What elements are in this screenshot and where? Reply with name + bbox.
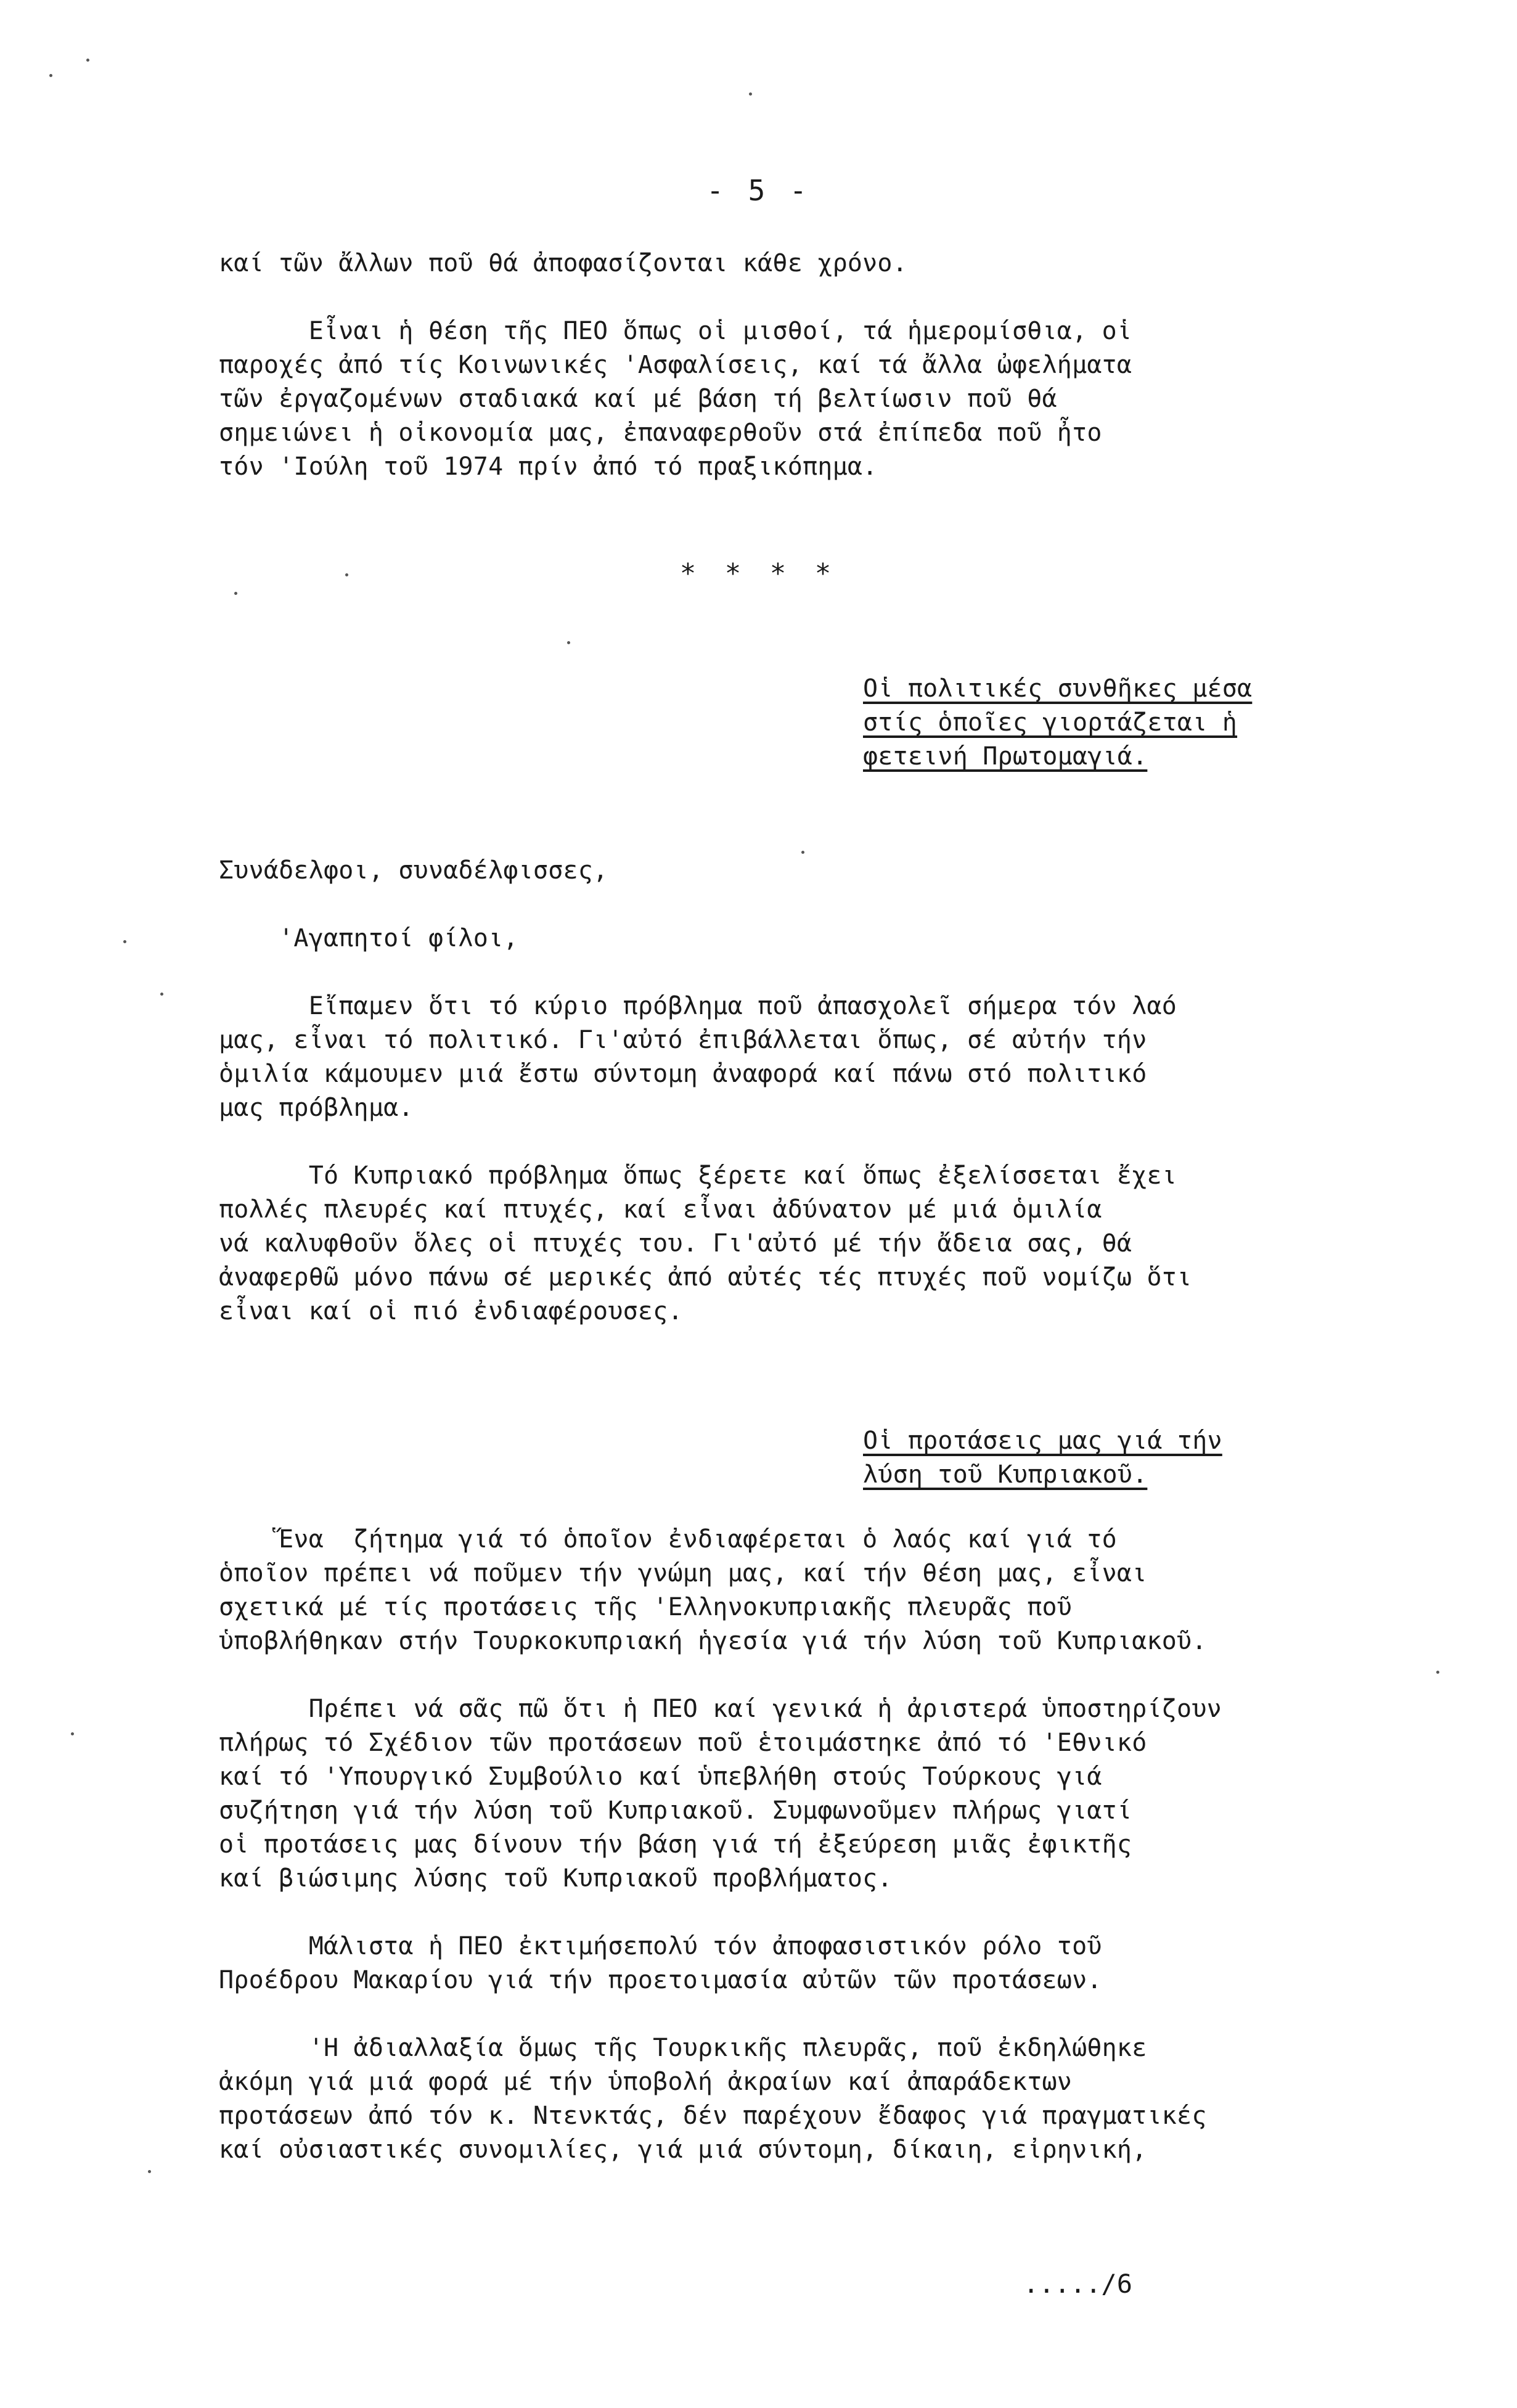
section-separator: * * * * [679,558,838,589]
text-line: ὑποβλήθηκαν στήν Τουρκοκυπριακή ἡγεσία γιά τήν λύση τοῦ Κυπριακοῦ. [219,1627,1207,1655]
text-line: καί τῶν ἄλλων ποῦ θά ἀποφασίζονται κάθε χρόνο. [219,249,907,277]
text-line: Εἶναι ἡ θέση τῆς ΠΕΟ ὅπως οἱ μισθοί, τά ἡμερομίσθια, οἱ [219,317,1132,345]
text-line: Τό Κυπριακό πρόβλημα ὅπως ξέρετε καί ὅπως ἐξελίσσεται ἔχει [219,1161,1177,1190]
scan-speck [49,74,52,77]
text-line [219,281,1464,314]
text-line: πλήρως τό Σχέδιον τῶν προτάσεων ποῦ ἑτοιμάστηκε ἀπό τό 'Εθνικό [219,1729,1147,1757]
text-line: σημειώνει ἡ οἰκονομία μας, ἐπαναφερθοῦν στά ἐπίπεδα ποῦ ἦτο [219,419,1102,447]
text-line: Οἱ πολιτικές συνθῆκες μέσα [863,674,1253,703]
continuation-marker: ...../6 [1023,2269,1133,2299]
paragraph-block-2 [219,854,1464,1329]
text-line: καί οὐσιαστικές συνομιλίες, γιά μιά σύντομη, δίκαιη, εἰρηνική, [219,2136,1147,2164]
paragraph-block-1 [219,247,1464,484]
text-line [219,956,1464,989]
text-line: νά καλυφθοῦν ὅλες οἱ πτυχές του. Γι'αὐτό μέ τήν ἄδεια σας, θά [219,1229,1132,1258]
text-line: τῶν ἐργαζομένων σταδιακά καί μέ βάση τή βελτίωσιν ποῦ θά [219,385,1057,413]
scan-speck [749,92,752,96]
scan-speck [123,940,126,943]
text-line: Συνάδελφοι, συναδέλφισσες, [219,856,608,885]
scan-speck [234,592,237,595]
text-line: λύση τοῦ Κυπριακοῦ. [863,1460,1148,1489]
section-heading-political-conditions [863,672,1418,774]
text-line: Οἱ προτάσεις μας γιά τήν [863,1427,1222,1455]
page-number: - 5 - [706,174,811,207]
text-line: στίς ὁποῖες γιορτάζεται ἡ [863,708,1238,737]
scan-speck [801,851,804,854]
text-line: Εἴπαμεν ὅτι τό κύριο πρόβλημα ποῦ ἀπασχολεῖ σήμερα τόν λαό [219,992,1177,1020]
scan-speck [1436,1671,1439,1674]
text-line: Πρέπει νά σᾶς πῶ ὅτι ἡ ΠΕΟ καί γενικά ἡ ἀριστερά ὑποστηρίζουν [219,1695,1222,1723]
text-line [219,888,1464,922]
text-line: φετεινή Πρωτομαγιά. [863,742,1148,771]
text-line: μας, εἶναι τό πολιτικό. Γι'αὐτό ἐπιβάλλεται ὅπως, σέ αὐτήν τήν [219,1026,1147,1054]
scan-speck [567,641,570,644]
paragraph-block-3 [219,1523,1464,2167]
scan-speck [71,1732,74,1735]
text-line: πολλές πλευρές καί πτυχές, καί εἶναι ἀδύνατον μέ μιά ὁμιλία [219,1195,1102,1224]
text-line: παροχές ἀπό τίς Κοινωνικές 'Ασφαλίσεις, καί τά ἄλλα ὠφελήματα [219,351,1132,379]
text-line: ὁμιλία κάμουμεν μιά ἔστω σύντομη ἀναφορά καί πάνω στό πολιτικό [219,1060,1147,1088]
text-line: Μάλιστα ἡ ΠΕΟ ἐκτιμήσεπολύ τόν ἀποφασιστικόν ρόλο τοῦ [219,1932,1102,1960]
text-line [219,1896,1464,1930]
text-line: Ἕνα ζήτημα γιά τό ὁποῖον ἐνδιαφέρεται ὁ λαός καί γιά τό [219,1525,1117,1554]
text-line: οἱ προτάσεις μας δίνουν τήν βάση γιά τή ἐξεύρεση μιᾶς ἐφικτῆς [219,1830,1132,1859]
text-line: εἶναι καί οἱ πιό ἐνδιαφέρουσες. [219,1297,683,1325]
text-line: Προέδρου Μακαρίου γιά τήν προετοιμασία αὐτῶν τῶν προτάσεων. [219,1966,1102,1994]
text-line [219,1125,1464,1159]
text-line: 'Η ἀδιαλλαξία ὅμως τῆς Τουρκικῆς πλευρᾶς, ποῦ ἐκδηλώθηκε [219,2034,1147,2062]
text-line: σχετικά μέ τίς προτάσεις τῆς 'Ελληνοκυπριακῆς πλευρᾶς ποῦ [219,1593,1073,1621]
text-line: ἀναφερθῶ μόνο πάνω σέ μερικές ἀπό αὐτές τές πτυχές ποῦ νομίζω ὅτι [219,1263,1192,1292]
section-heading-proposals [863,1424,1418,1492]
scan-speck [86,59,89,62]
text-line: ὁποῖον πρέπει νά ποῦμεν τήν γνώμη μας, καί τήν θέση μας, εἶναι [219,1559,1147,1587]
text-line: 'Αγαπητοί φίλοι, [219,924,518,952]
text-line [219,1658,1464,1692]
scan-speck [160,993,163,996]
scan-speck [345,573,348,576]
text-line [219,1997,1464,2031]
text-line: τόν 'Ιούλη τοῦ 1974 πρίν ἀπό τό πραξικόπημα. [219,453,878,481]
text-line: καί βιώσιμης λύσης τοῦ Κυπριακοῦ προβλήματος. [219,1864,893,1893]
scan-speck [148,2170,151,2173]
text-line: ἀκόμη γιά μιά φορά μέ τήν ὑποβολή ἀκραίων καί ἀπαράδεκτων [219,2068,1073,2096]
text-line: συζήτηση γιά τήν λύση τοῦ Κυπριακοῦ. Συμφωνοῦμεν πλήρως γιατί [219,1796,1132,1825]
text-line: προτάσεων ἀπό τόν κ. Ντενκτάς, δέν παρέχουν ἔδαφος γιά πραγματικές [219,2102,1207,2130]
text-line: καί τό 'Υπουργικό Συμβούλιο καί ὑπεβλήθη στούς Τούρκους γιά [219,1763,1102,1791]
text-line: μας πρόβλημα. [219,1094,414,1122]
